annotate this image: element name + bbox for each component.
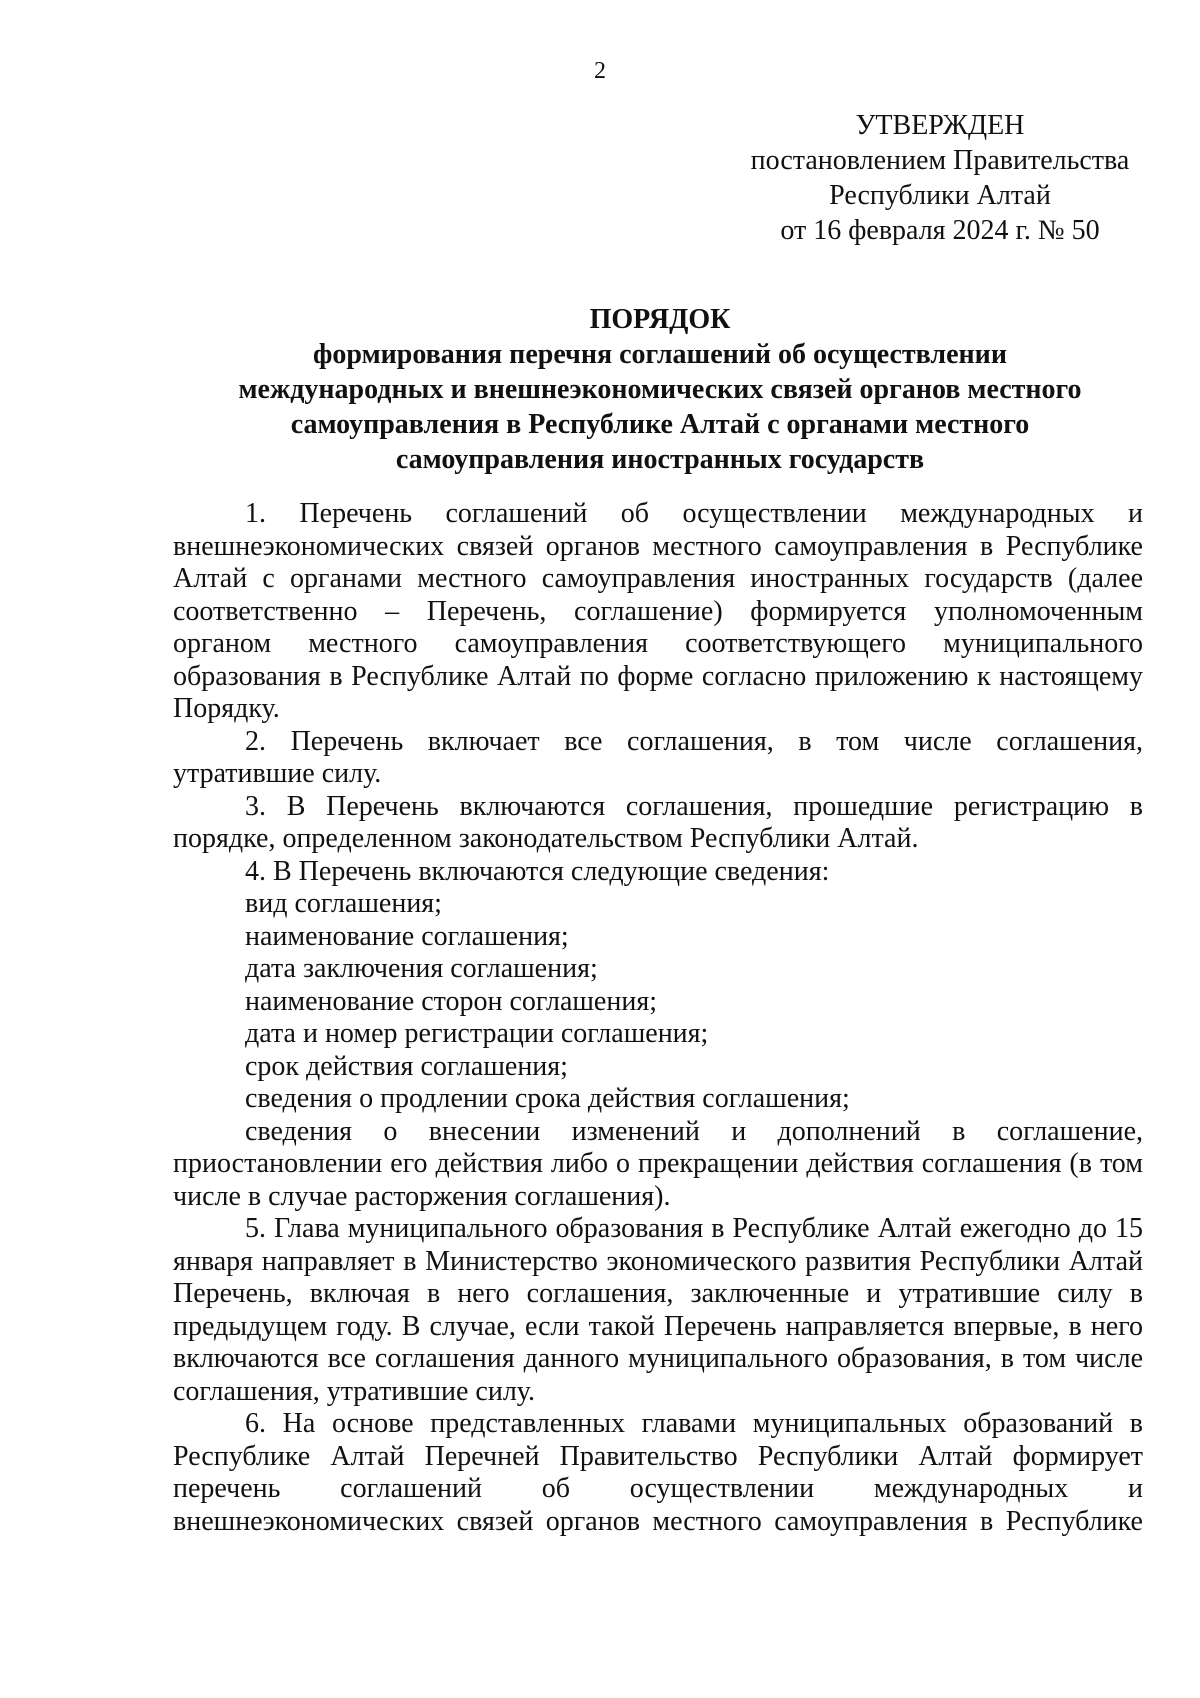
document-title	[160, 302, 1160, 477]
page-number: 2	[594, 58, 606, 84]
paragraph-3: 3. В Перечень включаются соглашения, прошедшие регистрацию в порядке, определенном законодательством Республики Алтай.	[173, 790, 1143, 854]
approval-stamp	[730, 108, 1150, 248]
list-item: наименование сторон соглашения;	[245, 985, 657, 1017]
title-sub-line: международных и внешнеэкономических связей органов местного	[238, 374, 1082, 405]
list-item: сведения о продлении срока действия соглашения;	[245, 1083, 850, 1114]
title-sub-line: самоуправления иностранных государств	[395, 444, 925, 475]
list-item: вид соглашения;	[245, 888, 442, 919]
paragraph-6: 6. На основе представленных главами муниципальных образований в Республике Алтай Перечней Правительство Республики Алтай формирует перечень соглашений об осуществлении международных и внешнеэкономических связей органов местного самоуправления в Республике	[173, 1408, 1143, 1537]
document-body	[173, 498, 1143, 1538]
paragraph-2: 2. Перечень включает все соглашения, в том числе соглашения, утратившие силу.	[173, 725, 1143, 789]
list-item-last: сведения о внесении изменений и дополнений в соглашение, приостановлении его действия либо о прекращении действия соглашения (в том числе в случае расторжения соглашения).	[173, 1115, 1143, 1212]
title-main: ПОРЯДОК	[589, 304, 731, 335]
paragraph-4: 4. В Перечень включаются следующие сведения:	[245, 855, 830, 887]
approval-line-by-decree: постановлением Правительства	[750, 145, 1130, 176]
list-item: дата заключения соглашения;	[245, 953, 598, 984]
approval-line-approved: УТВЕРЖДЕН	[855, 110, 1025, 141]
list-item: дата и номер регистрации соглашения;	[245, 1018, 709, 1049]
list-item: наименование соглашения;	[245, 920, 569, 952]
approval-line-republic: Республики Алтай	[829, 180, 1051, 211]
title-sub-line: формирования перечня соглашений об осуществлении	[313, 339, 1007, 370]
paragraph-1: 1. Перечень соглашений об осуществлении международных и внешнеэкономических связей органов местного самоуправления в Республике Алтай с органами местного самоуправления иностранных государств (далее соответственно – Перечень, соглашение) формируется уполномоченным органом местного самоуправления соответствующего муниципального образования в Республике Алтай по форме согласно приложению к настоящему Порядку.	[173, 498, 1143, 724]
approval-line-date-number: от 16 февраля 2024 г. № 50	[780, 215, 1100, 246]
list-item: срок действия соглашения;	[245, 1050, 568, 1082]
title-sub-line: самоуправления в Республике Алтай с органами местного	[290, 409, 1030, 440]
paragraph-5: 5. Глава муниципального образования в Республике Алтай ежегодно до 15 января направляет в Министерство экономического развития Республики Алтай Перечень, включая в него соглашения, заключенные и утратившие силу в предыдущем году. В случае, если такой Перечень направляется впервые, в него включаются все соглашения данного муниципального образования, в том числе соглашения, утратившие силу.	[173, 1213, 1143, 1407]
